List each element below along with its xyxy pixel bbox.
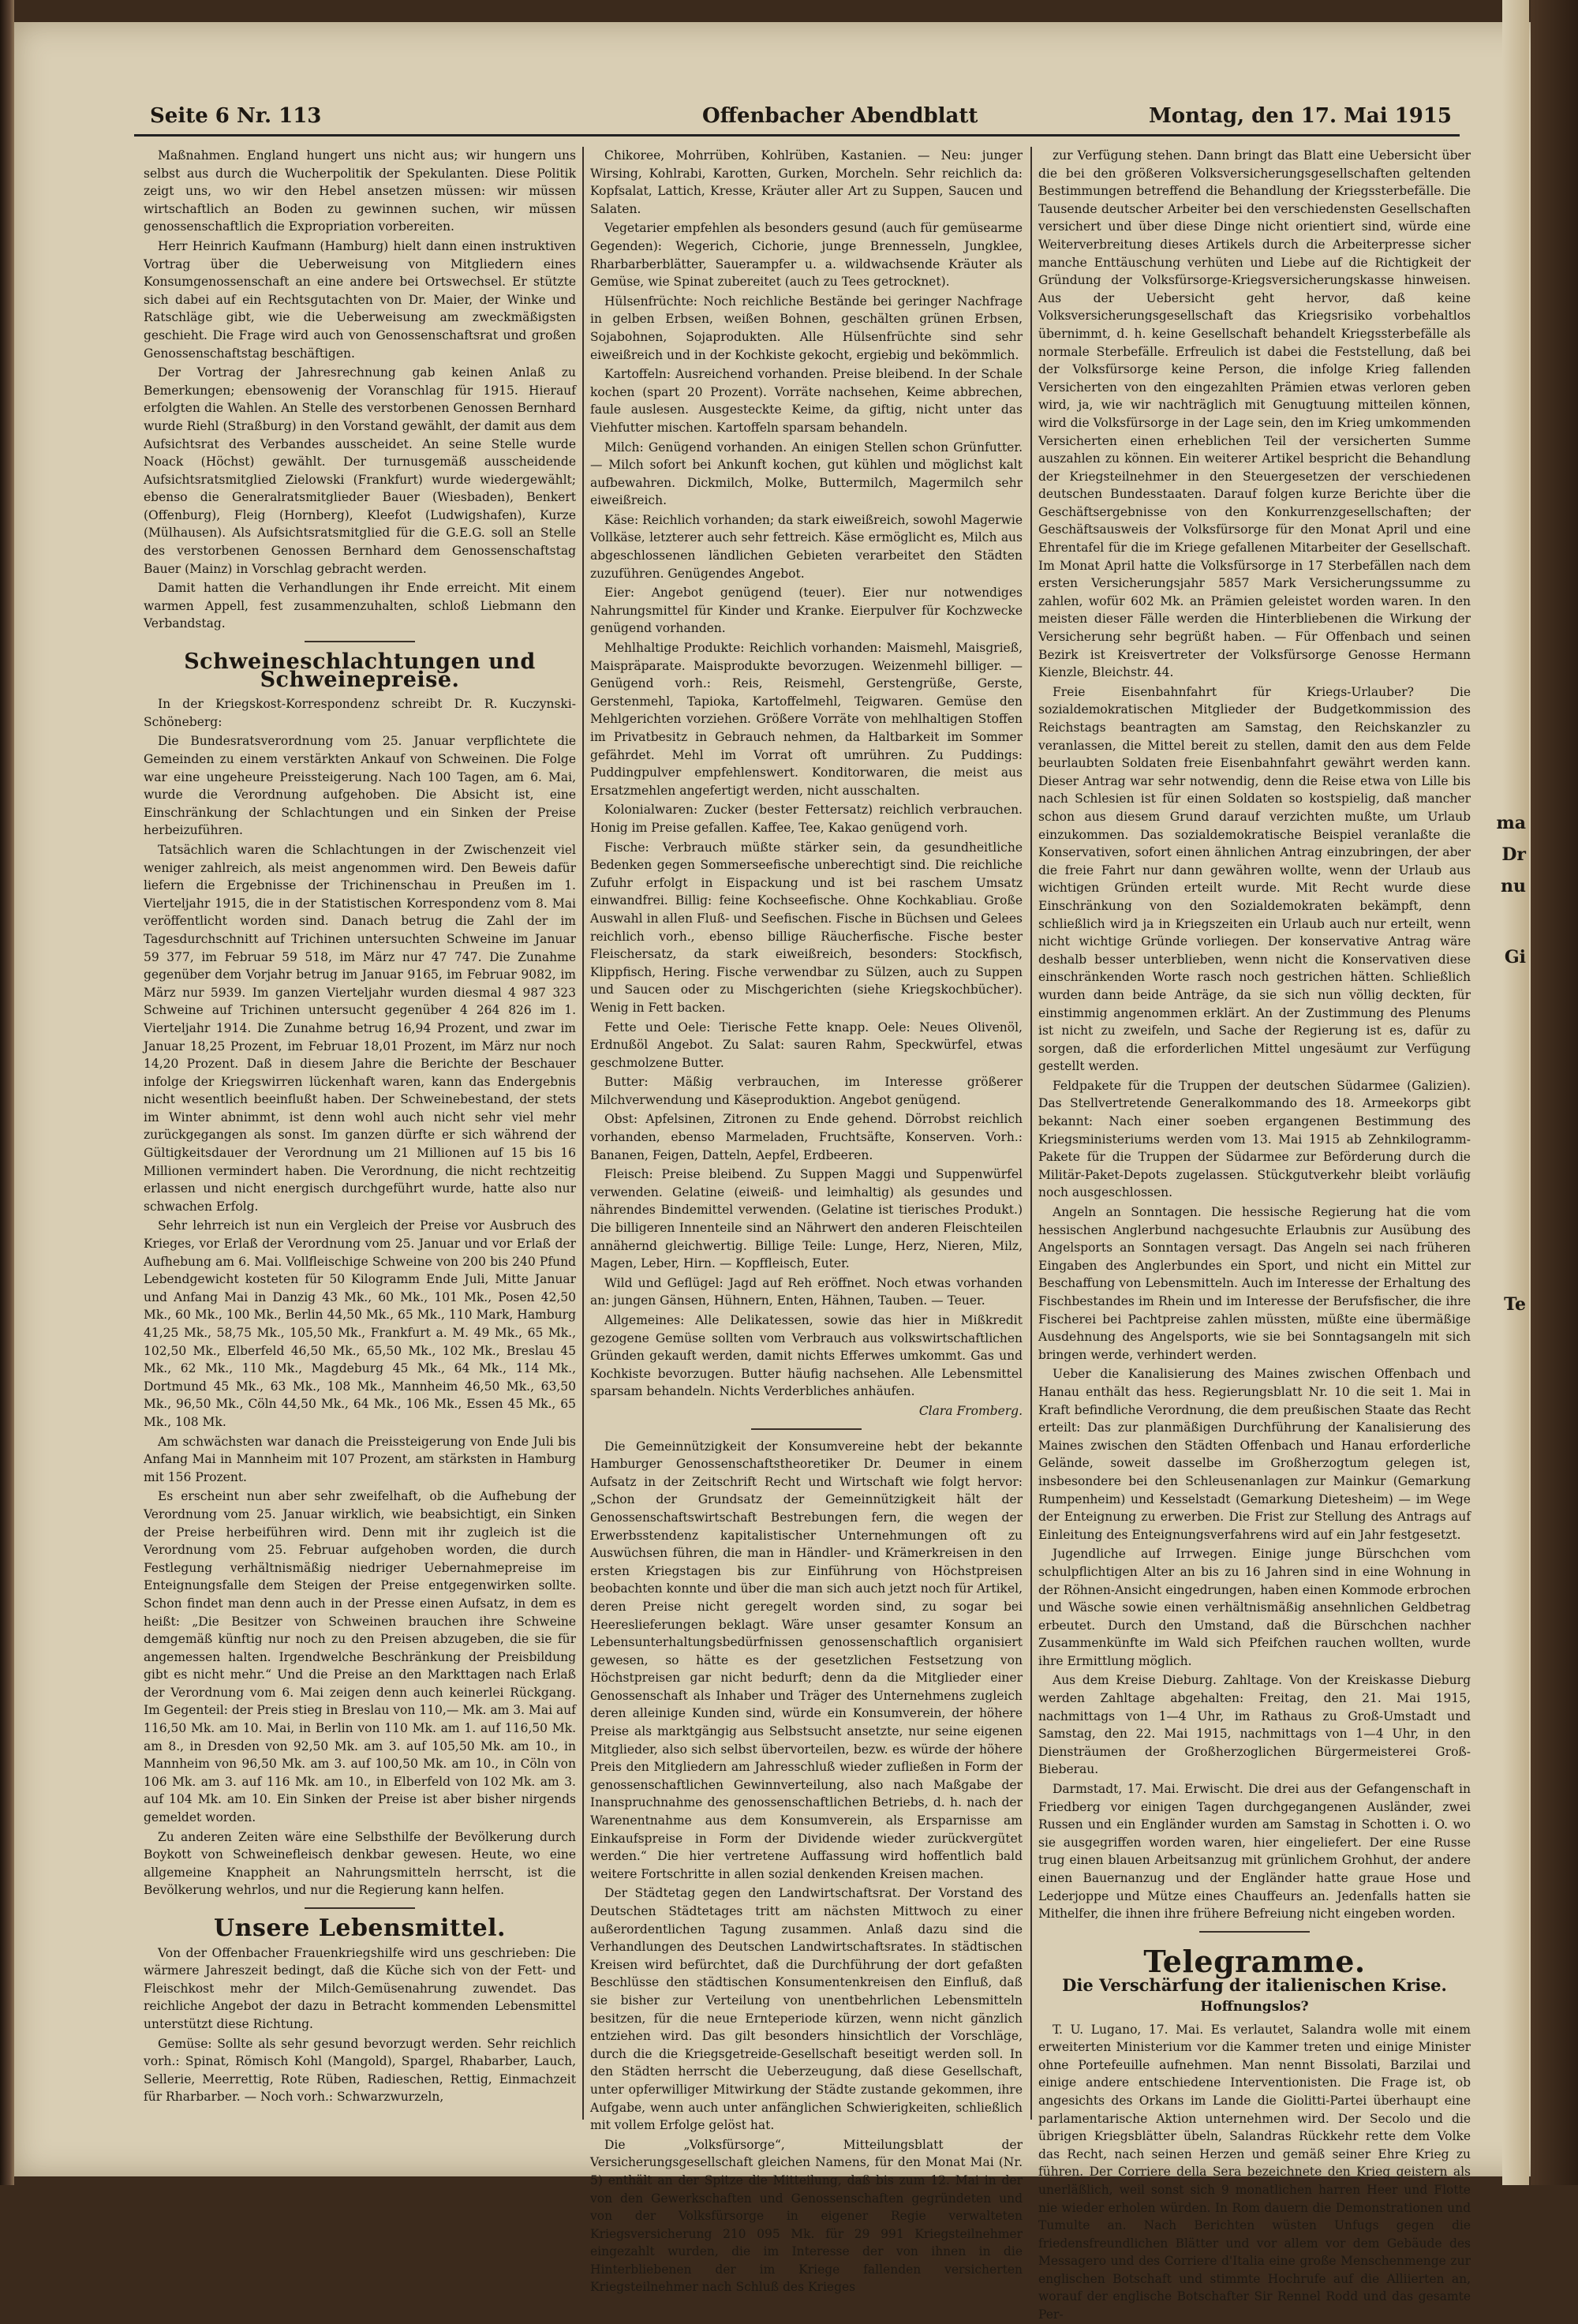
paragraph: Die Bundesratsverordnung vom 25. Januar verpflichtete die Gemeinden zu einem verstärkten Ankauf von Schweinen. Die Folge war eine ungeheure Preissteigerung. Nach 100 Tagen, am 6. Mai, wurde die Verordnung aufgehoben. Die Absicht ist, eine Einschränkung der Schlachtungen und ein Sinken der Preise herbeizuführen.	[144, 734, 576, 838]
margin-fragment: ma	[1496, 813, 1526, 833]
section-heading: Telegramme.	[1143, 1943, 1366, 1979]
paragraph: Wild und Geflügel: Jagd auf Reh eröffnet. Noch etwas vorhanden an: jungen Gänsen, Hühnern, Enten, Hähnen, Tauben. — Teuer.	[590, 1275, 1023, 1308]
paragraph: Fische: Verbrauch müßte stärker sein, da gesundheitliche Bedenken gegen Sommerseefische unberechtigt sind. Die reichliche Zufuhr erfolgt in Eispackung und ist bei raschem Umsatz einwandfrei. Billig: feine Kochseefische. Ohne Kochkabliau. Große Auswahl in allen Fluß- und Seefischen. Fische in Büchsen und Gelees reichlich vorh., ebenso billige Räucherfische. Fische bester Fleischersatz, da stark eiweißreich, besonders: Stockfisch, Klippfisch, Hering. Fische verwendbar zu Sülzen, auch zu Suppen und Saucen oder zu Mischgerichten (siehe Kriegskochbücher). Wenig in Fett backen.	[590, 840, 1023, 1015]
paragraph: Angeln an Sonntagen. Die hessische Regierung hat die vom hessischen Anglerbund nachgesuchte Erlaubnis zur Ausübung des Angelsports an Sonntagen versagt. Das Angeln sei nach früheren Eingaben des Anglerbundes ein Sport, und nicht ein Mittel zur Beschaffung von Lebensmitteln. Auch im Interesse der Erhaltung des Fischbestandes im Rhein und im Interesse der Berufsfischer, die ihre Fischerei bei Pachtpreise zahlen müssten, müßte eine übermäßige Ausdehnung des Angelsports, wie sie bei Sonntagsangeln mit sich bringen werde, verhindert werden.	[1038, 1205, 1471, 1362]
paragraph: Aus dem Kreise Dieburg. Zahltage. Von der Kreiskasse Dieburg werden Zahltage abgehalten: Freitag, den 21. Mai 1915, nachmittags von 1—4 Uhr, im Rathaus zu Groß-Umstadt und Samstag, den 22. Mai 1915, nachmittags von 1—4 Uhr, in den Diensträumen der Großherzoglichen Bürgermeisterei Groß-Bieberau.	[1038, 1673, 1471, 1777]
paragraph: Sehr lehrreich ist nun ein Vergleich der Preise vor Ausbruch des Krieges, vor Erlaß der Verordnung vom 25. Januar und vor Erlaß der Aufhebung am 6. Mai. Vollfleischige Schweine von 200 bis 240 Pfund Lebendgewicht kosteten für 50 Kilogramm Ende Juli, Mitte Januar und Anfang Mai in Danzig 43 Mk., 60 Mk., 101 Mk., Posen 42,50 Mk., 60 Mk., 100 Mk., Berlin 44,50 Mk., 65 Mk., 110 Mark, Hamburg 41,25 Mk., 58,75 Mk., 105,50 Mk., Frankfurt a. M. 49 Mk., 65 Mk., 102,50 Mk., Elberfeld 46,50 Mk., 65,50 Mk., 102 Mk., Breslau 45 Mk., 62 Mk., 110 Mk., Magdeburg 45 Mk., 64 Mk., 114 Mk., Dortmund 45 Mk., 63 Mk., 108 Mk., Mannheim 46,50 Mk., 63,50 Mk., 96,50 Mk., Cöln 44,50 Mk., 64 Mk., 106 Mk., Essen 45 Mk., 65 Mk., 108 Mk.	[144, 1218, 576, 1429]
paragraph: Die Gemeinnützigkeit der Konsumvereine hebt der bekannte Hamburger Genossenschaftstheoretiker Dr. Deumer in einem Aufsatz in der Zeitschrift Recht und Wirtschaft wie folgt hervor: „Schon der Grundsatz der Gemeinnützigkeit hält der Genossenschaftswirtschaft Bestrebungen fern, die wegen der Erwerbsstendenz kapitalistischer Unternehmungen oft zu Auswüchsen führen, die man in Händler- und Krämerkreisen in den ersten Kriegstagen bis zur Einführung von Höchstpreisen beobachten konnte und über die man sich auch jetzt noch für Artikel, deren Preise nicht geregelt worden sind, zu sogar bei Heereslieferungen beklagt. Wäre unser gesamter Konsum an Lebensunterhaltungsbedürfnissen genossenschaftlich organisiert gewesen, so hätte es der gesetzlichen Festsetzung von Höchstpreisen gar nicht bedurft; denn da die Mitglieder einer Genossenschaft als Inhaber und Träger des Unternehmens zugleich deren alleinige Kunden sind, würde ein Konsumverein, der höhere Preise als marktgängig aus Selbstsucht ansetzte, nur seine eigenen Mitglieder, also sich selbst übervorteilen, bezw. es würde der höhere Preis den Mitgliedern am Jahresschluß wieder zufließen in Form der genossenschaftlichen Gewinnverteilung, also nach Maßgabe der Inanspruchnahme des genossenschaftlichen Betriebs, d. h. nach der Warenentnahme aus dem Konsumverein, als Ersparnisse am Einkaufspreise in Form der Dividende wieder zurückvergütet werden.“ Die hier vertretene Auffassung wird hoffentlich bald weitere Fortschritte in allen sozial denkenden Kreisen machen.	[590, 1439, 1023, 1881]
paragraph: Ueber die Kanalisierung des Maines zwischen Offenbach und Hanau enthält das hess. Regierungsblatt Nr. 10 die seit 1. Mai in Kraft befindliche Verordnung, die dem preußischen Staate das Recht erteilt: Das zur planmäßigen Durchführung der Kanalisierung des Maines zwischen den Städten Offenbach und Hanau erforderliche Gelände, soweit dasselbe im Großherzogtum gelegen ist, insbesondere bei den Schleusenanlagen zur Mainkur (Gemarkung Rumpenheim) und Kesselstadt (Gemarkung Dietesheim) — im Wege der Enteignung zu erwerben. Die Frist zur Stellung des Antrags auf Einleitung des Enteignungsverfahrens wird auf ein Jahr festgesetzt.	[1038, 1367, 1471, 1542]
paragraph: Vegetarier empfehlen als besonders gesund (auch für gemüsearme Gegenden): Wegerich, Cichorie, junge Brennesseln, Jungklee, Rharbarberblätter, Sauerampfer u. a. wildwachsende Kräuter als Gemüse, wie Spinat zubereitet (auch zu Tees getrocknet).	[590, 221, 1023, 290]
paragraph: Fette und Oele: Tierische Fette knapp. Oele: Neues Olivenöl, Erdnußöl Angebot. Zu Salat: sauren Rahm, Speckwürfel, etwas geschmolzene Butter.	[590, 1020, 1023, 1070]
margin-fragment: nu	[1501, 876, 1526, 896]
paragraph: Feldpakete für die Truppen der deutschen Südarmee (Galizien). Das Stellvertretende Generalkommando des 18. Armeekorps gibt bekannt: Nach einer soeben ergangenen Bestimmung des Kriegsministeriums werden vom 13. Mai 1915 ab Zehnkilogramm-Pakete für die Truppen der Südarmee zur Beförderung durch die Militär-Paket-Depots zugelassen. Stückgutverkehr bleibt vorläufig noch ausgeschlossen.	[1038, 1078, 1471, 1200]
paragraph: Die „Volksfürsorge“, Mitteilungsblatt der Versicherungsgesellschaft gleichen Namens, für den Monat Mai (Nr. 5) enthält an der Spitze die Mitteilung, daß bis zum 12. Mai in der von den Gewerkschaften und Genossenschaften gegründeten und von der Volksfürsorge in eigener Regie verwalteten Kriegsversicherung 210 095 Mk. für 29 991 Kriegsteilnehmer eingezahlt wurden, die im Interesse der von ihnen in die Hinterbliebenen der im Kriege fallenden versicherten Kriegsteilnehmer nach Schluß des Krieges	[590, 2137, 1023, 2295]
paragraph: T. U. Lugano, 17. Mai. Es verlautet, Salandra wolle mit einem erweiterten Ministerium vor die Kammer treten und einige Minister ohne Portefeuille aufnehmen. Man nennt Bissolati, Barzilai und einige andere entschiedene Interventionisten. Die Frage ist, ob angesichts des Orkans im Lande die Giolitti-Partei überhaupt eine parlamentarische Aktion unternehmen wird. Der Secolo und die übrigen Kriegsblätter übeln, Salandras Rückkehr rette dem Volke das Recht, nach seinen Herzen und gemäß seiner Ehre Krieg zu führen. Der Corriere della Sera bezeichnete den Krieg geistern als unerläßlich, weil sonst sich 9 monatlichen harren Heer und Flotte nie wieder erholen würden. In Rom dauern die Demonstrationen und Tumulte an. Nach Berichten wüsten Unfugs gegen die friedensfreundlichen Blätter und vor allem vor dem Gebäude des Messagero und des Corriere d'Italia eine große Menschenmenge zur englischen Botschaft und stimmte Hochrufe auf die Alliierten an, worauf der englische Botschafter Sir Rennel Rodd und das gesamte Per-	[1038, 2022, 1471, 2322]
paragraph: Tatsächlich waren die Schlachtungen in der Zwischenzeit viel weniger zahlreich, als meist angenommen wird. Den Beweis dafür liefern die Ergebnisse der Trichinenschau in Preußen im 1. Vierteljahr 1915, die in der Statistischen Korrespondenz vom 8. Mai veröffentlicht worden sind. Danach betrug die Zahl der im Tagesdurchschnitt auf Trichinen untersuchten Schweine im Januar 59 377, im Februar 59 518, im März nur 47 747. Die Zunahme gegenüber dem Vorjahr betrug im Januar 9165, im Februar 9082, im März nur 5939. Im ganzen Vierteljahr wurden diesmal 4 987 323 Schweine auf Trichinen untersucht gegenüber 4 264 826 im 1. Vierteljahr 1914. Die Zunahme betrug 16,94 Prozent, und zwar im Januar 18,25 Prozent, im Februar 18,01 Prozent, im März nur noch 14,20 Prozent. Daß in diesem Jahre die Berichte der Beschauer infolge der Kriegswirren lückenhaft waren, kann das Endergebnis nicht wesentlich beeinflußt haben. Der Schweinebestand, der stets im Winter abnimmt, ist denn wohl auch nicht sehr viel mehr zurückgegangen als sonst. Im ganzen dürfte er sich während der Gültigkeitsdauer der Verordnung um 21 Millionen auf 15 bis 16 Millionen vermindert haben. Die Verordnung, die nicht rechtzeitig erlassen und nicht energisch durchgeführt wurde, hatte also nur schwachen Erfolg.	[144, 842, 576, 1214]
separator	[305, 641, 415, 642]
paragraph: Butter: Mäßig verbrauchen, im Interesse größerer Milchverwendung und Käseproduktion. Angebot genügend.	[590, 1075, 1023, 1107]
paragraph: zur Verfügung stehen. Dann bringt das Blatt eine Uebersicht über die bei den größeren Volksversicherungsgesellschaften geltenden Bestimmungen betreffend die Behandlung der Kriegssterbefälle. Die Tausende deutscher Arbeiter bei den verschiedensten Gesellschaften versichert und über diese Dinge nicht orientiert sind, würde eine Weiterverbreitung dieses Artikels durch die Arbeiterpresse sicher manche Enttäuschung verhüten und Liebe auf die Richtigkeit der Gründung der Volksfürsorge-Kriegsversicherungskasse hinweisen. Aus der Uebersicht geht hervor, daß keine Volksversicherungsgesellschaft das Kriegsrisiko vorbehaltlos übernimmt, d. h. keine Gesellschaft behandelt Kriegssterbefälle als normale Sterbefälle. Erfreulich ist dabei die Feststellung, daß bei der Volksfürsorge keine Person, die infolge Krieg fallenden Versicherten von den eingezahlten Prämien etwas verloren geben wird, ja, wie wir nachträglich mit Genugtuung mitteilen können, wird die Volksfürsorge in der Lage sein, den im Krieg umkommenden Versicherten einen erheblichen Teil der versicherten Summe auszahlen zu können. Ein weiterer Artikel bespricht die Behandlung der Kriegsteilnehmer in den Steuergesetzen der verschiedenen deutschen Bundesstaaten. Darauf folgen kurze Berichte über die Geschäftsergebnisse von den Konkurrenzgesellschaften; der Geschäftsausweis der Volksfürsorge für den Monat April und eine Ehrentafel für die im Kriege gefallenen Mitarbeiter der Gesellschaft. Im Monat April hatte die Volksfürsorge in 17 Sterbefällen nach dem ersten Versicherungsjahr 5857 Mark Versicherungssumme zu zahlen, wofür 602 Mk. an Prämien geleistet worden waren. In den meisten dieser Fälle werden die Hinterbliebenen die Wirkung der Versicherung sehr begrüßt haben. — Für Offenbach und seinen Bezirk ist Kreisvertreter der Volksfürsorge Genosse Hermann Kienzle, Bleichstr. 44.	[1038, 148, 1471, 680]
column-2	[590, 147, 1023, 2295]
book-binding	[0, 0, 14, 2185]
paragraph: Zu anderen Zeiten wäre eine Selbsthilfe der Bevölkerung durch Boykott von Schweinefleisch denkbar gewesen. Heute, wo eine allgemeine Knappheit an Nahrungsmitteln herrscht, ist die Bevölkerung wehrlos, und nur die Regierung kann helfen.	[144, 1829, 576, 1898]
article-heading: Schweineschlachtungen und Schweinepreise.	[184, 649, 536, 692]
paragraph: Fleisch: Preise bleibend. Zu Suppen Maggi und Suppenwürfel verwenden. Gelatine (eiweiß- und leimhaltig) als gesundes und nährendes Bindemittel verwenden. (Gelatine ist tierisches Produkt.) Die billigeren Innenteile sind an Nährwert den anderen Fleischteilen annähernd gleichwertig. Billige Teile: Lunge, Herz, Nieren, Milz, Magen, Leber, Hirn. — Kopffleisch, Euter.	[590, 1167, 1023, 1271]
paragraph: Chikoree, Mohrrüben, Kohlrüben, Kastanien. — Neu: junger Wirsing, Kohlrabi, Karotten, Gurken, Morcheln. Sehr reichlich da: Kopfsalat, Lattich, Kresse, Kräuter aller Art zu Suppen, Saucen und Salaten.	[590, 148, 1023, 216]
paragraph: Der Vortrag der Jahresrechnung gab keinen Anlaß zu Bemerkungen; ebensowenig der Voranschlag für 1915. Hierauf erfolgten die Wahlen. An Stelle des verstorbenen Genossen Bernhard wurde Riehl (Straßburg) in den Vorstand gewählt, der damit aus dem Aufsichtsrat des Verbandes ausscheidet. An seine Stelle wurde Noack (Höchst) gewählt. Der turnusgemäß ausscheidende Aufsichtsratsmitglied Zielowski (Frankfurt) wurde wiedergewählt; ebenso die Generalratsmitglieder Bauer (Wiesbaden), Benkert (Offenburg), Fleig (Hornberg), Kleefot (Ludwigshafen), Kurze (Mülhausen). Als Aufsichtsratsmitglied für die G.E.G. soll an Stelle des verstorbenen Genossen Bernhard dem Genossenschaftstag Bauer (Mainz) in Vorschlag gebracht werden.	[144, 365, 576, 576]
paragraph: Der Städtetag gegen den Landwirtschaftsrat. Der Vorstand des Deutschen Städtetages tritt am nächsten Mittwoch zu einer außerordentlichen Tagung zusammen. Anlaß dazu sind die Verhandlungen des Deutschen Landwirtschaftsrates. In städtischen Kreisen wird befürchtet, daß die Durchführung der dort gefaßten Beschlüsse den städtischen Konsumentenkreisen den Einfluß, daß sie bisher zur Verteilung von unentbehrlichen Lebensmitteln besitzen, für die neue Ernteperiode kürzen, wenn nicht gänzlich entziehen wird. Das gilt besonders hinsichtlich der Vorschläge, durch die die Kriegsgetreide-Gesellschaft beseitigt werden soll. In den Städten herrscht die Ueberzeugung, daß diese Gesellschaft, unter opferwilliger Mitwirkung der Städte zustande gekommen, ihre Aufgabe, wenn auch unter anfänglichen Schwierigkeiten, schließlich mit vollem Erfolge gelöst hat.	[590, 1886, 1023, 2133]
paragraph: Mehlhaltige Produkte: Reichlich vorhanden: Maismehl, Maisgrieß, Maispräparate. Maisprodukte bevorzugen. Weizenmehl billiger. — Genügend vorh.: Reis, Reismehl, Gerstengrüße, Gerste, Gerstenmehl, Tapioka, Kartoffelmehl, Teigwaren. Gemüse den Mehlgerichten vorziehen. Größere Vorräte von mehlhaltigen Stoffen im Privatbesitz in Gebrauch nehmen, da Haltbarkeit im Sommer gefährdet. Mehl im Vorrat oft umrühren. Zu Puddings: Puddingpulver empfehlenswert. Konditorwaren, die meist aus Ersatzmehlen angefertigt werden, nicht ausschalten.	[590, 641, 1023, 798]
paragraph: Allgemeines: Alle Delikatessen, sowie das hier in Mißkredit gezogene Gemüse sollten vom Verbrauch aus volkswirtschaftlichen Gründen gekauft werden, damit nichts Efferwes umkommt. Gas und Kochkiste bevorzugen. Butter häufig nachsehen. Alle Lebensmittel sparsam behandeln. Nichts Verderbliches anhäufen.	[590, 1313, 1023, 1399]
article-heading: Die Verschärfung der italienischen Krise.	[1062, 1975, 1447, 1996]
paragraph: Darmstadt, 17. Mai. Erwischt. Die drei aus der Gefangenschaft in Friedberg vor einigen Tagen durchgegangenen Ausländer, zwei Russen und ein Engländer wurden am Samstag in Schotten i. O. wo sie ausgegriffen worden waren, hier eingeliefert. Der eine Russe trug einen blauen Arbeitsanzug mit grünlichem Grohhut, der andere einen Bauernanzug und der Engländer hatte graue Hose und Lederjoppe und Mütze eines Chauffeurs an. Jedenfalls hatten sie Mithelfer, die ihnen ihre frühere Befreiung nicht eingeben worden.	[1038, 1782, 1471, 1922]
paragraph: Eier: Angebot genügend (teuer). Eier nur notwendiges Nahrungsmittel für Kinder und Kranke. Eierpulver für Kochzwecke genügend vorhanden.	[590, 586, 1023, 636]
paragraph: Kartoffeln: Ausreichend vorhanden. Preise bleibend. In der Schale kochen (spart 20 Prozent). Vorräte nachsehen, Keime abbrechen, faule auslesen. Ausgesteckte Keime, da giftig, nicht unter das Viehfutter mischen. Kartoffeln sparsam behandeln.	[590, 367, 1023, 435]
paragraph: Käse: Reichlich vorhanden; da stark eiweißreich, sowohl Magerwie Vollkäse, letzterer auch sehr fettreich. Käse ermöglicht es, Milch aus abgeschlossenen ländlichen Gebieten verarbeitet den Städten zuzuführen. Genügendes Angebot.	[590, 512, 1023, 581]
paragraph: Am schwächsten war danach die Preissteigerung von Ende Juli bis Anfang Mai in Mannheim mit 107 Prozent, am stärksten in Hamburg mit 156 Prozent.	[144, 1434, 576, 1484]
column-1	[144, 147, 576, 2120]
column-rule	[1030, 147, 1032, 2120]
author-signature: Clara Fromberg.	[918, 1403, 1023, 1418]
paragraph: Hülsenfrüchte: Noch reichliche Bestände bei geringer Nachfrage in gelben Erbsen, weißen Bohnen, geschälten grünen Erbsen, Sojabohnen, Sojaprodukten. Alle Hülsenfrüchte sind sehr eiweißreich und in der Kochkiste gekocht, ergiebig und bekömmlich.	[590, 294, 1023, 362]
next-page-edge	[1502, 0, 1529, 2185]
separator	[751, 1428, 862, 1430]
paragraph: Damit hatten die Verhandlungen ihr Ende erreicht. Mit einem warmen Appell, fest zusammenzuhalten, schloß Liebmann den Verbandstag.	[144, 581, 576, 631]
paragraph: Obst: Apfelsinen, Zitronen zu Ende gehend. Dörrobst reichlich vorhanden, ebenso Marmeladen, Fruchtsäfte, Konserven. Vorh.: Bananen, Feigen, Datteln, Aepfel, Erdbeeren.	[590, 1112, 1023, 1162]
margin-fragment: Te	[1504, 1294, 1526, 1315]
separator	[1199, 1931, 1310, 1933]
page-number: Seite 6 Nr. 113	[150, 104, 322, 128]
newspaper-title: Offenbacher Abendblatt	[702, 104, 978, 128]
paragraph: Jugendliche auf Irrwegen. Einige junge Bürschchen vom schulpflichtigen Alter an bis zu 16 Jahren sind in eine Wohnung in der Röhnen-Ansicht eingedrungen, haben einen Kommode erbrochen und Wäsche sowie einen verhältnismäßig ansehnlichen Geldbetrag erbeutet. Durch den Umstand, daß die Bürschchen nachher Zusammenkünfte im Wald sich Pfeifchen rauchen wollten, wurde ihre Ermittlung möglich.	[1038, 1547, 1471, 1668]
paragraph: In der Kriegskost-Korrespondenz schreibt Dr. R. Kuczynski-Schöneberg:	[144, 697, 576, 729]
book-edge	[1531, 0, 1578, 2185]
issue-date: Montag, den 17. Mai 1915	[1148, 104, 1452, 128]
masthead	[134, 95, 1460, 137]
margin-fragment: Gi	[1504, 947, 1526, 967]
column-rule	[582, 147, 584, 2120]
paragraph: Milch: Genügend vorhanden. An einigen Stellen schon Grünfutter. — Milch sofort bei Ankunft kochen, gut kühlen und möglichst kalt aufbewahren. Dickmilch, Molke, Buttermilch, Magermilch sehr eiweißreich.	[590, 440, 1023, 508]
paragraph: Kolonialwaren: Zucker (bester Fettersatz) reichlich verbrauchen. Honig im Preise gefallen. Kaffee, Tee, Kakao genügend vorh.	[590, 803, 1023, 835]
separator	[305, 1907, 415, 1909]
article-subheading: Hoffnungslos?	[1200, 1998, 1309, 2015]
paragraph: Maßnahmen. England hungert uns nicht aus; wir hungern uns selbst aus durch die Wucherpolitik der Spekulanten. Diese Politik zeigt uns, wo wir den Hebel ansetzen müssen: wir müssen wirtschaftlich an Boden zu gewinnen suchen, wir müssen genossenschaftlich die Expropriation vorbereiten.	[144, 148, 576, 234]
column-3	[1038, 147, 1471, 2322]
paragraph: Freie Eisenbahnfahrt für Kriegs-Urlauber? Die sozialdemokratischen Mitglieder der Budgetkommission des Reichstags beantragten am Samstag, den Reichskanzler zu veranlassen, die Mittel bereit zu stellen, damit den aus dem Felde beurlaubten Soldaten freie Eisenbahnfahrt gewährt werden kann. Dieser Antrag war sehr notwendig, denn die Reise etwa von Lille bis nach Schlesien ist für einen Soldaten so kostspielig, daß mancher schon aus diesem Grund darauf verzichten mußte, um Urlaub einzukommen. Das sozialdemokratische Beispiel veranlaßte die Konservativen, sofort einen ähnlichen Antrag einzubringen, der aber die freie Fahrt nur dann gewähren wollte, wenn der Urlaub aus wichtigen Gründen erteilt wurde. Mit Recht wurde diese Einschränkung von den Sozialdemokraten bekämpft, denn schließlich wird ja in Kriegszeiten ein Urlaub auch nur erteilt, wenn nicht wichtige Gründe vorliegen. Der konservative Antrag wäre deshalb besser unterblieben, wenn nicht die Konservativen diese einschränkenden Worte rasch noch gestrichen hätten. Schließlich wurden dann beide Anträge, da sie sich nun völlig deckten, für einstimmig angenommen erklärt. An der Zustimmung des Plenums ist nicht zu zweifeln, und Sache der Regierung ist es, dafür zu sorgen, daß die erforderlichen Mittel ungesäumt zur Verfügung gestellt werden.	[1038, 684, 1471, 1074]
margin-fragment: Dr	[1501, 844, 1526, 865]
paragraph: Von der Offenbacher Frauenkriegshilfe wird uns geschrieben: Die wärmere Jahreszeit bedingt, daß die Küche sich von der Fett- und Fleischkost mehr der Milch-Gemüsenahrung zuwendet. Das reichliche Angebot der dazu in Betracht kommenden Lebensmittel unterstützt diese Richtung.	[144, 1945, 576, 2031]
paragraph: Herr Heinrich Kaufmann (Hamburg) hielt dann einen instruktiven Vortrag über die Ueberweisung von Mitgliedern eines Konsumgenossenschaft an eine andere bei Ortswechsel. Er stützte sich dabei auf ein Rechtsgutachten von Dr. Maier, der Winke und Ratschläge gibt, wie die Ueberweisung am zweckmäßigsten geschieht. Die Frage wird auch von Genossenschaftsrat und großen Genossenschaftstag beschäftigen.	[144, 238, 576, 361]
paragraph: Gemüse: Sollte als sehr gesund bevorzugt werden. Sehr reichlich vorh.: Spinat, Römisch Kohl (Mangold), Spargel, Rhabarber, Lauch, Sellerie, Meerrettig, Rote Rüben, Radieschen, Rettig, Einmachzeit für Rharbarber. — Noch vorh.: Schwarzwurzeln,	[144, 2036, 576, 2105]
paragraph: Es erscheint nun aber sehr zweifelhaft, ob die Aufhebung der Verordnung vom 25. Januar wirklich, wie beabsichtigt, ein Sinken der Preise herbeiführen wird. Denn mit ihr zugleich ist die Verordnung vom 25. Februar aufgehoben worden, die durch Festlegung verhältnismäßig niedriger Uebernahmepreise im Enteignungsfalle dem Steigen der Preise entgegenwirken sollte. Schon findet man denn auch in der Presse einen Aufsatz, in dem es heißt: „Die Besitzer von Schweinen brauchen ihre Schweine demgemäß künftig nur noch zu den Preisen abzugeben, die sie für angemessen halten. Irgendwelche Beschränkung der Preisbildung gibt es nicht mehr.“ Und die Preise an den Markttagen nach Erlaß der Verordnung vom 6. Mai zeigen denn auch keinerlei Rückgang. Im Gegenteil: der Preis stieg in Breslau von 110,— Mk. am 3. Mai auf 116,50 Mk. am 10. Mai, in Berlin von 110 Mk. am 1. auf 116,50 Mk. am 8., in Dresden von 92,50 Mk. am 3. auf 105,50 Mk. am 10., in Mannheim von 96,50 Mk. am 3. auf 100,50 Mk. am 10., in Cöln von 106 Mk. am 3. auf 116 Mk. am 10., in Elberfeld von 102 Mk. am 3. auf 104 Mk. am 10. Ein Sinken der Preise ist aber bisher nirgends gemeldet worden.	[144, 1489, 576, 1825]
article-heading: Unsere Lebensmittel.	[213, 1914, 506, 1942]
